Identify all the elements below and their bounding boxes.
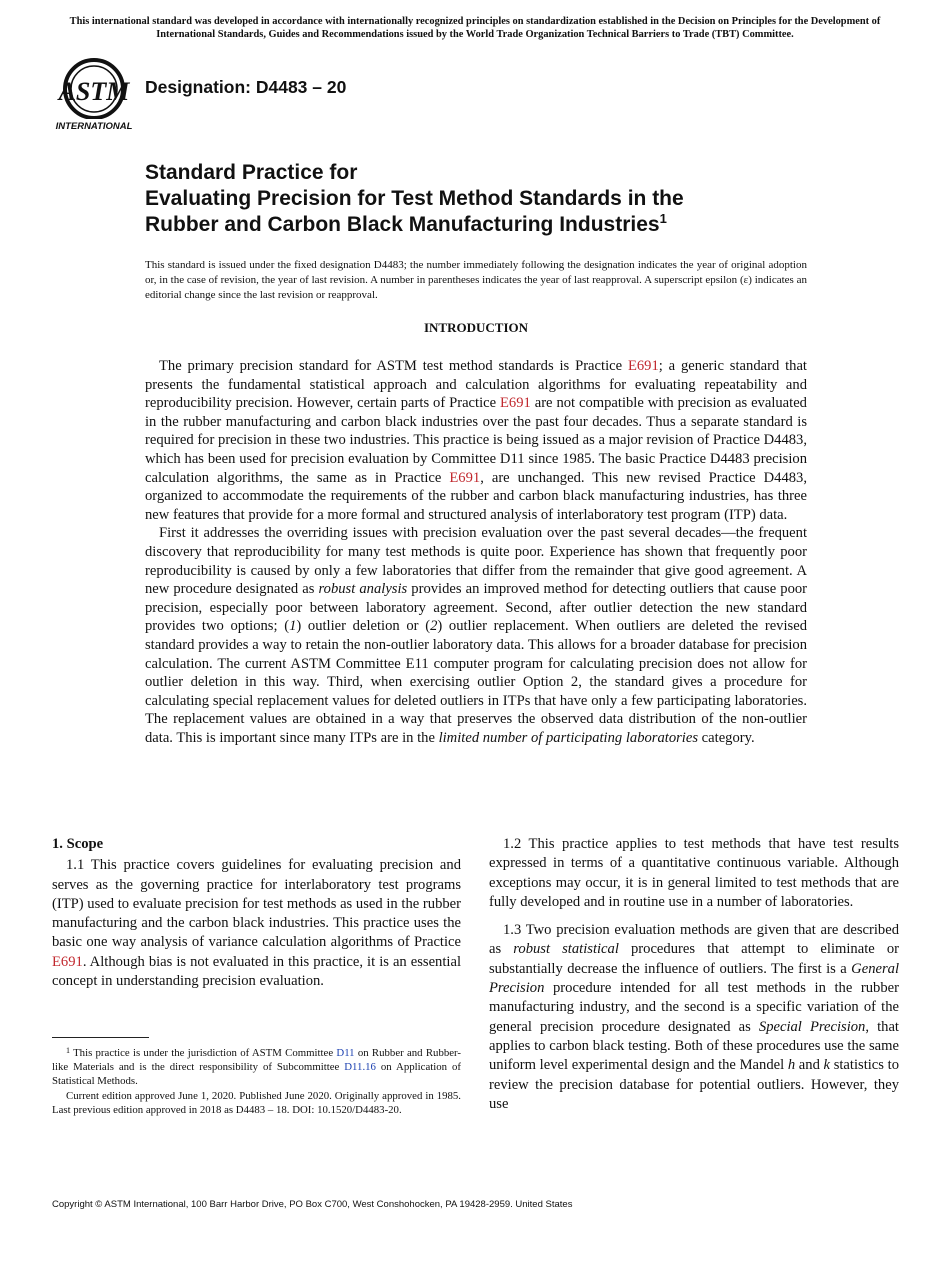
right-column <box>489 835 899 1114</box>
logo-main-text: ASTM <box>58 77 130 106</box>
reference-link-e691[interactable]: E691 <box>500 395 531 412</box>
paragraph-1-3: 1.3 Two precision evaluation methods are given that are described as robust statistical procedures that attempt to eliminate or substantially decrease the influence of outliers. The first is a General Precision procedure intended for all test methods in the rubber manufacturing industry, and the second is a specific variation of the general precision procedure designated as Special Precision, that applies to carbon black testing. Both of these procedures use the same uniform level experimental design and the Mandel h and k statistics to review the precision database for potential outliers. However, they use <box>489 922 899 1112</box>
subcommittee-link-d11-16[interactable]: D11.16 <box>344 1061 376 1074</box>
section-heading-scope: 1. Scope <box>52 836 104 852</box>
introduction-paragraph-1: The primary precision standard for ASTM test method standards is Practice E691; a generic standard that presents the fundamental statistical approach and calculation algorithms for evaluating repeatability and reproducibility precision. However, certain parts of Practice E691 are not compatible with precision as evaluated in the rubber manufacturing and carbon black industries over the past four decades. Thus a separate standard is required for precision in these two industries. This practice is being issued as a major revision of Practice D4483, which has been used for precision evaluation by Committee D11 since 1985. The basic Practice D4483 precision calculation algorithms, the same as in Practice E691, are unchanged. This new revised Practice D4483, organized to accommodate the requirements of the rubber and carbon black manufacturing industries, has three new features that provide for a more formal and structured analysis of interlaboratory test program (ITP) data. <box>145 358 808 523</box>
reference-link-e691[interactable]: E691 <box>627 358 659 374</box>
title-line-1: Standard Practice for <box>145 161 358 184</box>
introduction-body <box>145 357 807 747</box>
footnotes <box>52 1046 461 1117</box>
introduction-heading: INTRODUCTION <box>423 320 528 335</box>
logo-sub-text: INTERNATIONAL <box>55 121 133 132</box>
title-line-2: Evaluating Precision for Test Method Standards in the <box>145 187 684 210</box>
document-title <box>145 160 845 238</box>
astm-logo-icon <box>52 56 136 134</box>
paragraph-1-2: 1.2 This practice applies to test methods that have test results expressed in terms of a quantitative continuous variable. Although exceptions may occur, it is in general limited to test methods that are fully developed and in routine use in a number of laboratories. <box>489 836 899 910</box>
reference-link-e691[interactable]: E691 <box>449 469 481 486</box>
footnote-1: $^1$ This practice is under the jurisdiction of ASTM Committee D11 on Rubber and Rubber-like Materials and is the direct responsibility of Subcommittee D11.16 on Application of Statistical Methods. <box>52 1046 462 1088</box>
copyright-footer: Copyright © ASTM International, 100 Barr Harbor Drive, PO Box C700, West Conshohocken, PA 19428-2959. United States <box>52 1199 573 1210</box>
committee-link-d11[interactable]: D11 <box>336 1047 355 1059</box>
designation: Designation: D4483 – 20 <box>145 77 347 97</box>
introduction-paragraph-2: First it addresses the overriding issues with precision evaluation over the past several decades—the frequent discovery that reproducibility for many test methods is quite poor. Experience has shown that frequently poor reproducibility is caused by only a few laboratories that differ from the remainder that give good agreement. A new procedure designated as robust analysis provides an improved method for detecting outliers that cause poor precision, especially poor between laboratory agreement. Second, after outlier detection the new standard provides two options; (1) outlier deletion or (2) outlier replacement. When outliers are deleted the revised standard provides a way to retain the non-outlier laboratory data. This allows for a broader database for precision calculation. The current ASTM Committee E11 computer program for calculating precision does not allow for outlier deletion in this way. Third, when exercising outlier Option 2, the standard gives a procedure for calculating special replacement values for deleted outliers in ITPs that have only a few participating laboratories. The replacement values are obtained in a way that preserves the observed data distribution of the non-outlier data. This is important since many ITPs are in the limited number of participating laboratories category. <box>145 525 808 746</box>
left-column <box>52 835 461 991</box>
footnote-edition: Current edition approved June 1, 2020. Published June 2020. Originally approved in 1985. Last previous edition approved in 2018 as D4483 – 18. DOI: 10.1520/D4483-20. <box>52 1089 461 1116</box>
astm-logo <box>52 56 136 134</box>
footnote-divider <box>52 1037 149 1038</box>
standardization-notice: This international standard was developed in accordance with internationally recognized principles on standardization established in the Decision on Principles for the Development of International Standards, Guides and Recommendations issued by the World Trade Organization Technical Barriers to Trade (TBT) Committee. <box>69 16 881 40</box>
title-line-3: Rubber and Carbon Black Manufacturing Industries$^1$ <box>145 211 667 236</box>
title-footnote-mark: 1 <box>659 211 667 226</box>
issued-note: This standard is issued under the fixed designation D4483; the number immediately following the designation indicates the year of original adoption or, in the case of revision, the year of last revision. A number in parentheses indicates the year of last reapproval. A superscript epsilon (ε) indicates an editorial change since the last revision or reapproval. <box>145 259 807 301</box>
paragraph-1-1: 1.1 This practice covers guidelines for evaluating precision and serves as the governing practice for interlaboratory test programs (ITP) used to evaluate precision for test methods as used in the rubber manufacturing and the carbon black industries. This practice uses the basic one way analysis of variance calculation algorithms of Practice E691. Although bias is not evaluated in this practice, it is an essential concept in understanding precision evaluation. <box>52 857 461 990</box>
reference-link-e691[interactable]: E691 <box>52 953 83 970</box>
